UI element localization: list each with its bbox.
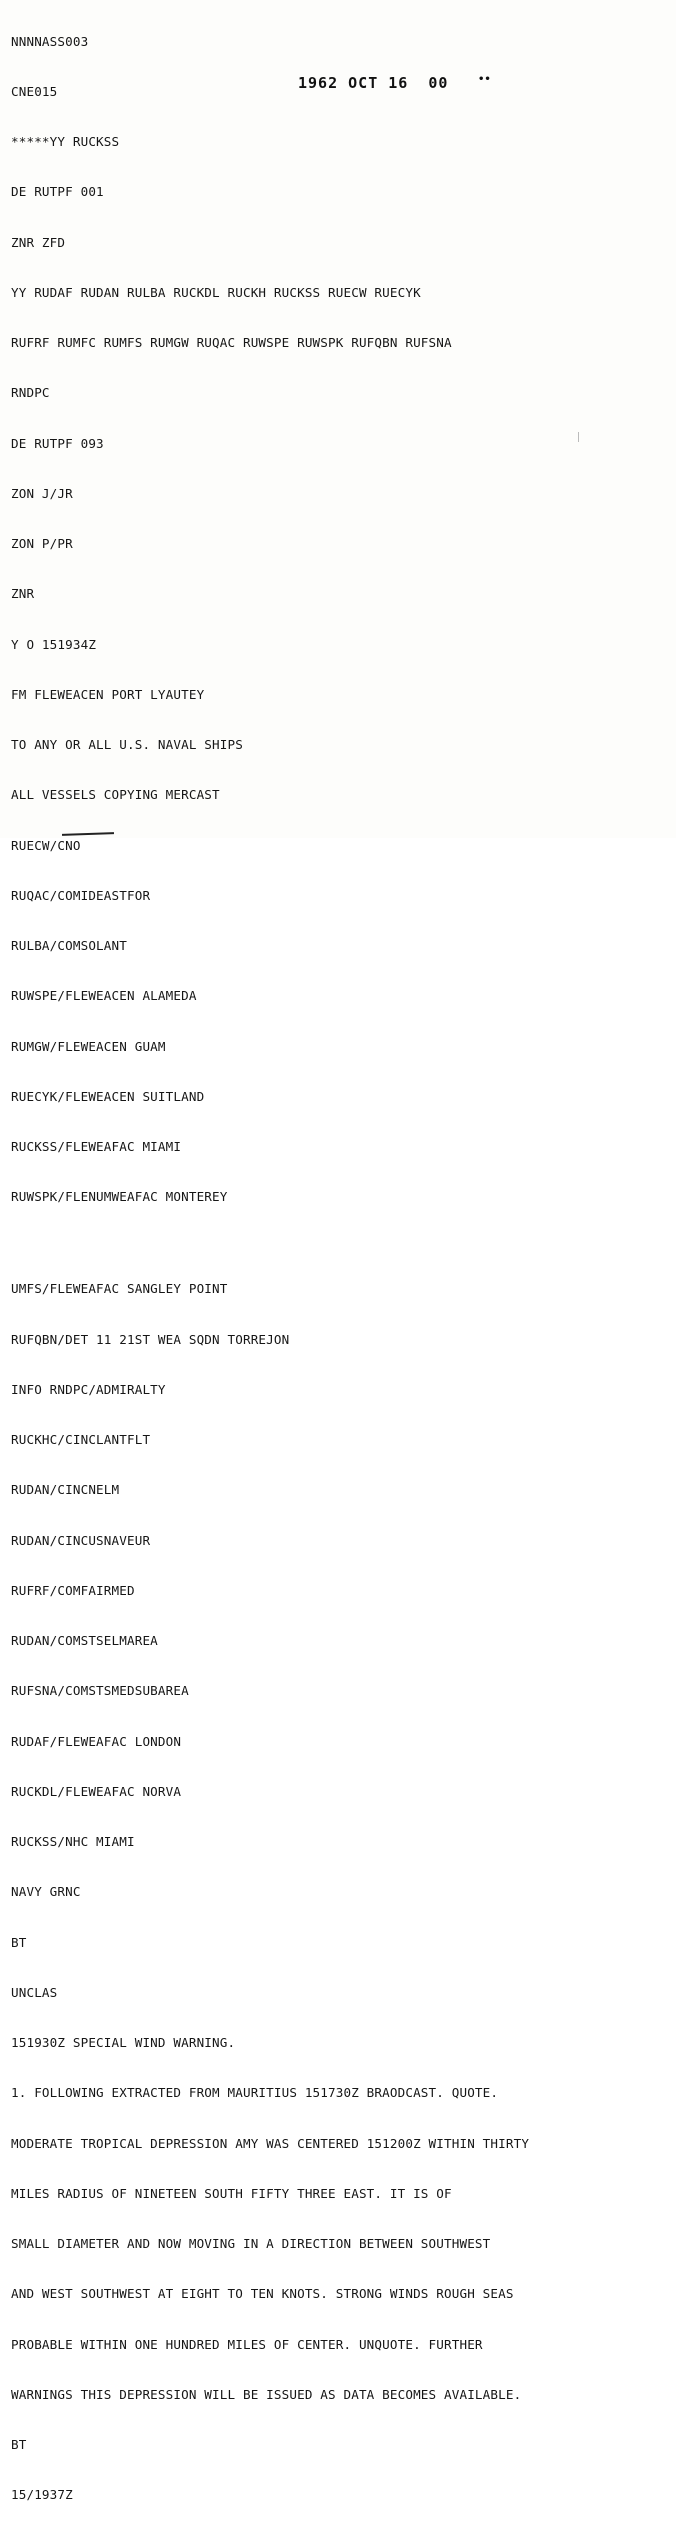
info-addressee-line: RUDAF/FLEWEAFAC LONDON [11, 1733, 182, 1749]
addressee-line: RUECYK/FLEWEACEN SUITLAND [11, 1088, 205, 1104]
received-date-stamp: 1962 OCT 16 00 [298, 74, 449, 92]
header-line: *****YY RUCKSS [11, 134, 120, 149]
addressee-line: RUECW/CNO [11, 837, 81, 853]
info-addressee-line: RUDAN/COMSTSELMAREA [11, 1633, 158, 1649]
info-addressee-line: RUFRF/COMFAIRMED [11, 1582, 135, 1598]
info-addressee-line: RUFSNA/COMSTSMEDSUBAREA [11, 1683, 189, 1699]
info-addressee-line: RUCKSS/NHC MIAMI [11, 1834, 135, 1850]
teletype-message [11, 0, 529, 2538]
to-line: TO ANY OR ALL U.S. NAVAL SHIPS [11, 737, 243, 752]
from-line: FM FLEWEACEN PORT LYAUTEY [11, 686, 205, 702]
date-time-group: Y O 151934Z [11, 636, 97, 652]
body-line: AND WEST SOUTHWEST AT EIGHT TO TEN KNOTS. STRONG WINDS ROUGH SEAS [11, 2286, 514, 2302]
header-line: ZON P/PR [11, 536, 73, 551]
info-addressee-line: RUCKDL/FLEWEAFAC NORVA [11, 1783, 182, 1799]
routing-line: RUFRF RUMFC RUMFS RUMGW RUQAC RUWSPE RUWSPK RUFQBN RUFSNA [11, 335, 452, 350]
info-addressee-line: NAVY GRNC [11, 1884, 81, 1900]
closing-time: 15/1937Z [11, 2487, 73, 2503]
info-addressee-line: RUDAN/CINCNELM [11, 1482, 120, 1498]
addressee-line: RUMGW/FLEWEACEN GUAM [11, 1038, 166, 1054]
header-line: ZNR ZFD [11, 234, 66, 250]
body-line: WARNINGS THIS DEPRESSION WILL BE ISSUED AS DATA BECOMES AVAILABLE. [11, 2386, 522, 2402]
header-line: RNDPC [11, 385, 50, 401]
break-marker: BT [11, 1934, 27, 1950]
routing-line: YY RUDAF RUDAN RULBA RUCKDL RUCKH RUCKSS RUECW RUECYK [11, 284, 421, 300]
header-line: DE RUTPF 001 [11, 184, 104, 200]
addressee-line: UMFS/FLEWEAFAC SANGLEY POINT [11, 1281, 228, 1297]
stamp-dots: •• [478, 74, 491, 85]
header-line: ZON J/JR [11, 485, 73, 501]
addressee-line: RUCKSS/FLEWEAFAC MIAMI [11, 1139, 182, 1154]
addressee-line: RUQAC/COMIDEASTFOR [11, 887, 151, 903]
body-line: 1. FOLLOWING EXTRACTED FROM MAURITIUS 151730Z BRAODCAST. QUOTE. [11, 2085, 499, 2101]
body-line: PROBABLE WITHIN ONE HUNDRED MILES OF CENTER. UNQUOTE. FURTHER [11, 2336, 483, 2352]
line-gap [11, 1240, 529, 1248]
body-line: MILES RADIUS OF NINETEEN SOUTH FIFTY THREE EAST. IT IS OF [11, 2185, 452, 2201]
body-line: SMALL DIAMETER AND NOW MOVING IN A DIRECTION BETWEEN SOUTHWEST [11, 2236, 491, 2252]
header-line: CNE015 [11, 83, 58, 99]
info-line: INFO RNDPC/ADMIRALTY [11, 1381, 166, 1397]
header-line: DE RUTPF 093 [11, 435, 104, 451]
addressee-line: RUWSPE/FLEWEACEN ALAMEDA [11, 988, 197, 1004]
classification-line: UNCLAS [11, 1984, 58, 2000]
subject-line: 151930Z SPECIAL WIND WARNING. [11, 2035, 236, 2051]
to-line: ALL VESSELS COPYING MERCAST [11, 787, 220, 803]
body-line: MODERATE TROPICAL DEPRESSION AMY WAS CENTERED 151200Z WITHIN THIRTY [11, 2135, 530, 2151]
break-marker: BT [11, 2437, 27, 2453]
addressee-line: RUFQBN/DET 11 21ST WEA SQDN TORREJON [11, 1331, 290, 1347]
addressee-line: RULBA/COMSOLANT [11, 938, 127, 953]
header-line: NNNNASS003 [11, 33, 89, 49]
addressee-line: RUWSPK/FLENUMWEAFAC MONTEREY [11, 1189, 228, 1205]
info-addressee-line: RUDAN/CINCUSNAVEUR [11, 1532, 151, 1548]
paper-speck [578, 432, 579, 442]
header-line: ZNR [11, 586, 35, 602]
info-addressee-line: RUCKHC/CINCLANTFLT [11, 1432, 151, 1448]
